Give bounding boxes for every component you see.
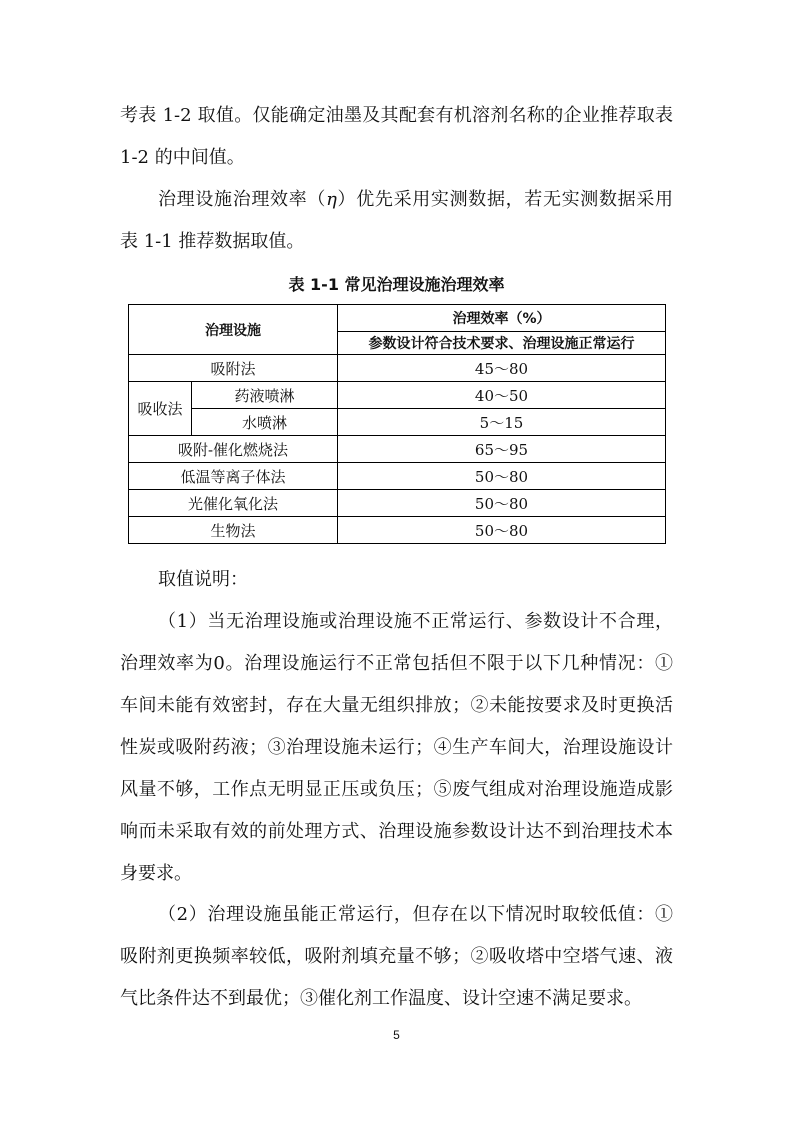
body-text-line: [158, 190, 673, 210]
facility-cell: 吸附法: [129, 355, 338, 382]
table-header-row: [129, 305, 666, 332]
facility-cell: 水喷淋: [192, 409, 338, 436]
body-text-line: 考表 1-2 取值。仅能确定油墨及其配套有机溶剂名称的企业推荐取表: [120, 105, 673, 126]
table-caption: 表 1-1 常见治理设施治理效率: [288, 275, 505, 294]
note1-line: （1）当无治理设施或治理设施不正常运行、参数设计不合理，: [158, 611, 673, 632]
body-text-line: 1-2 的中间值。: [120, 147, 245, 168]
facility-cell: 药液喷淋: [192, 382, 338, 409]
table-row: [129, 409, 666, 436]
note1-line: 性炭或吸附药液；③治理设施未运行；④生产车间大，治理设施设计: [120, 737, 673, 758]
note1-line: 响而未采取有效的前处理方式、治理设施参数设计达不到治理技术本: [120, 821, 673, 842]
table-row: [129, 463, 666, 490]
table-row: [129, 355, 666, 382]
note1-line: 身要求。: [120, 863, 192, 884]
efficiency-table: [128, 304, 666, 544]
notes-title: 取值说明：: [158, 569, 248, 590]
note2-line: 吸附剂更换频率较低，吸附剂填充量不够；②吸收塔中空塔气速、液: [120, 946, 673, 967]
note1-line: 治理效率为0。治理设施运行不正常包括但不限于以下几种情况：①: [120, 653, 673, 674]
value-cell: 65～95: [338, 436, 666, 463]
text-segment: ）优先采用实测数据，若无实测数据采用: [336, 189, 674, 210]
eta-symbol: η: [326, 189, 337, 210]
header-facility: 治理设施: [129, 305, 338, 355]
absorption-group-cell: 吸收法: [129, 382, 192, 436]
header-subtitle: 参数设计符合技术要求、治理设施正常运行: [338, 332, 666, 355]
page-number: 5: [393, 1028, 400, 1042]
facility-cell: 光催化氧化法: [129, 490, 338, 517]
facility-cell: 吸附-催化燃烧法: [129, 436, 338, 463]
table-row: [129, 382, 666, 409]
table-row: [129, 517, 666, 544]
facility-cell: 生物法: [129, 517, 338, 544]
value-cell: 40～50: [338, 382, 666, 409]
value-cell: 5～15: [338, 409, 666, 436]
note2-line: 气比条件达不到最优；③催化剂工作温度、设计空速不满足要求。: [120, 988, 642, 1009]
note1-line: 车间未能有效密封，存在大量无组织排放；②未能按要求及时更换活: [120, 695, 673, 716]
facility-cell: 低温等离子体法: [129, 463, 338, 490]
note1-line: 风量不够，工作点无明显正压或负压；⑤废气组成对治理设施造成影: [120, 779, 673, 800]
value-cell: 50～80: [338, 490, 666, 517]
value-cell: 50～80: [338, 517, 666, 544]
value-cell: 45～80: [338, 355, 666, 382]
table-row: [129, 490, 666, 517]
body-text-line: 表 1-1 推荐数据取值。: [120, 231, 305, 252]
note2-line: （2）治理设施虽能正常运行，但存在以下情况时取较低值：①: [158, 904, 673, 925]
value-cell: 50～80: [338, 463, 666, 490]
header-efficiency: 治理效率（%）: [338, 305, 666, 332]
table-row: [129, 436, 666, 463]
text-segment: 治理设施治理效率（: [158, 189, 327, 210]
